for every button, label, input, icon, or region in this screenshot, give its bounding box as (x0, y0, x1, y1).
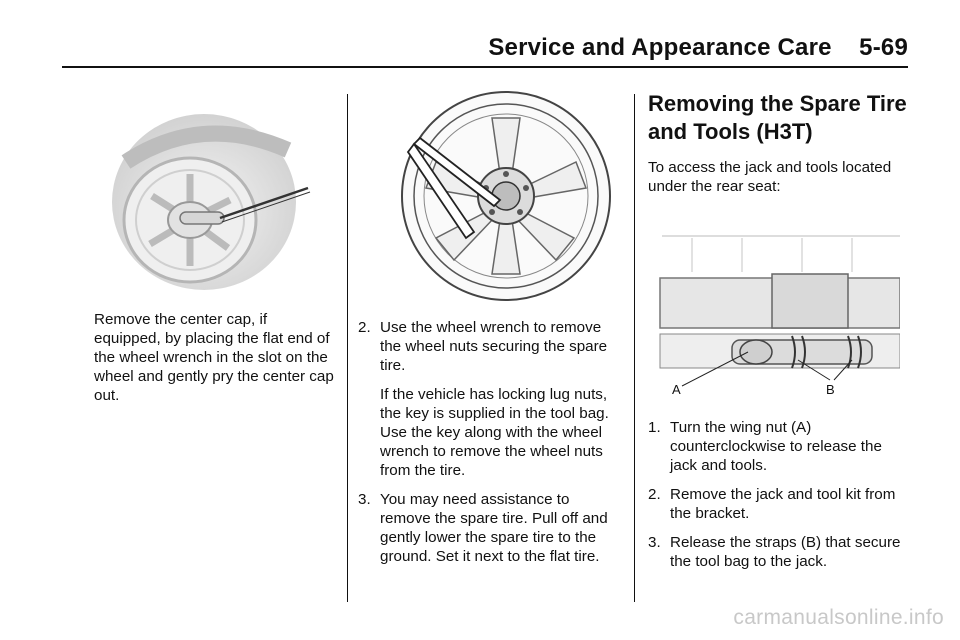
step-text: Release the straps (B) that secure the tool bag to the jack. (670, 534, 901, 570)
page-title: Service and Appearance Care 5-69 (488, 34, 908, 61)
watermark-text: carmanualsonline.info (733, 606, 944, 629)
callout-b-label: B (826, 382, 835, 397)
column-3 (648, 90, 910, 581)
center-cap-instruction: Remove the center cap, if equipped, by placing the flat end of the wheel wrench in the slot on the wheel and gently pry the center cap out. (94, 311, 334, 404)
step-text: Turn the wing nut (A) counterclockwise to release the jack and tools. (670, 419, 882, 474)
step-item (648, 533, 910, 571)
step-text: Remove the jack and tool kit from the bracket. (670, 486, 896, 522)
step-number: 2. (648, 486, 661, 503)
step-number: 3. (358, 491, 371, 508)
page-header (62, 30, 908, 68)
step-number: 1. (648, 419, 661, 436)
step-note: If the vehicle has locking lug nuts, the key is supplied in the tool bag. Use the key along with the wheel wrench to remove the wheel nuts from the tire. (380, 386, 609, 479)
step-number: 3. (648, 534, 661, 551)
step-text: Use the wheel wrench to remove the wheel nuts securing the spare tire. (380, 319, 608, 374)
step-item (358, 490, 622, 566)
section-heading: Removing the Spare Tire and Tools (H3T) (648, 91, 907, 144)
column-1 (94, 90, 334, 416)
step-item (648, 485, 910, 523)
center-cap-removal-illustration (112, 92, 332, 292)
callout-a-label: A (672, 382, 681, 397)
step-item (648, 418, 910, 475)
step-item (358, 318, 622, 375)
step-number: 2. (358, 319, 371, 336)
step-text: You may need assistance to remove the spare tire. Pull off and gently lower the spare tire to the ground. Set it next to the flat tire. (380, 491, 608, 565)
jack-under-seat-illustration (652, 216, 900, 400)
column-2 (358, 90, 622, 576)
intro-text: To access the jack and tools located under the rear seat: (648, 159, 892, 195)
wheel-nut-removal-illustration (396, 88, 616, 304)
column-divider-2 (634, 94, 635, 602)
column-divider-1 (347, 94, 348, 602)
